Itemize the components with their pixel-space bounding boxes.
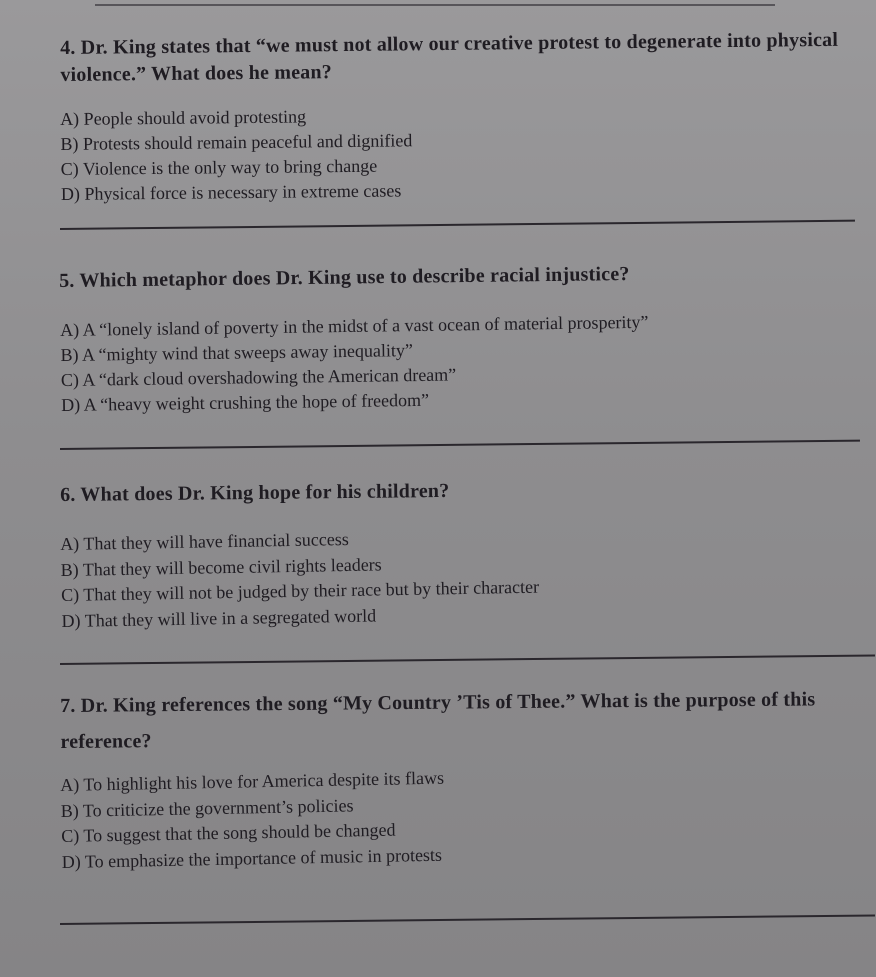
question-5-options: [60, 307, 851, 418]
question-6-option-a[interactable]: A) That they will have financial success: [60, 528, 349, 554]
question-6-prompt: 6. What does Dr. King hope for his children?: [60, 479, 450, 506]
question-7-prompt: 7. Dr. King references the song “My Country ’Tis of Thee.” What is the purpose of this reference?: [60, 688, 816, 753]
top-divider: [95, 4, 775, 6]
question-5-option-c[interactable]: C) A “dark cloud overshadowing the American dream”: [60, 364, 457, 390]
question-5-option-a[interactable]: A) A “lonely island of poverty in the midst of a vast ocean of material prosperity”: [60, 311, 649, 340]
question-4-prompt: 4. Dr. King states that “we must not allow our creative protest to degenerate into physical violence.” What does he mean?: [60, 28, 839, 86]
question-5-option-b[interactable]: B) A “mighty wind that sweeps away inequality”: [60, 340, 414, 365]
question-5-option-d[interactable]: D) A “heavy weight crushing the hope of freedom”: [61, 389, 430, 415]
question-4-answer-line[interactable]: [60, 220, 855, 230]
question-7-option-a[interactable]: A) To highlight his love for America despite its flaws: [60, 767, 445, 795]
question-4-option-c[interactable]: C) Violence is the only way to bring change: [60, 155, 378, 179]
question-7-option-b[interactable]: B) To criticize the government’s policies: [60, 794, 354, 821]
question-6-answer-line[interactable]: [60, 654, 875, 665]
question-5-answer-line[interactable]: [60, 440, 860, 450]
question-6-option-d[interactable]: D) That they will live in a segregated world: [61, 604, 377, 631]
question-4-option-d[interactable]: D) Physical force is necessary in extreme cases: [60, 180, 402, 204]
question-7-option-d[interactable]: D) To emphasize the importance of music in protests: [61, 844, 443, 872]
question-4-option-b[interactable]: B) Protests should remain peaceful and dignified: [60, 130, 413, 154]
question-6-option-b[interactable]: B) That they will become civil rights leaders: [60, 553, 382, 580]
question-7-option-c[interactable]: C) To suggest that the song should be changed: [61, 819, 396, 846]
question-4-options: [60, 99, 851, 207]
question-7-options: [60, 758, 852, 875]
question-5-prompt: 5. Which metaphor does Dr. King use to describe racial injustice?: [59, 263, 630, 292]
question-6-options: [60, 518, 852, 634]
question-7-answer-line[interactable]: [60, 914, 875, 925]
question-6-option-c[interactable]: C) That they will not be judged by their race but by their character: [60, 576, 540, 605]
question-4-option-a[interactable]: A) People should avoid protesting: [60, 106, 307, 129]
